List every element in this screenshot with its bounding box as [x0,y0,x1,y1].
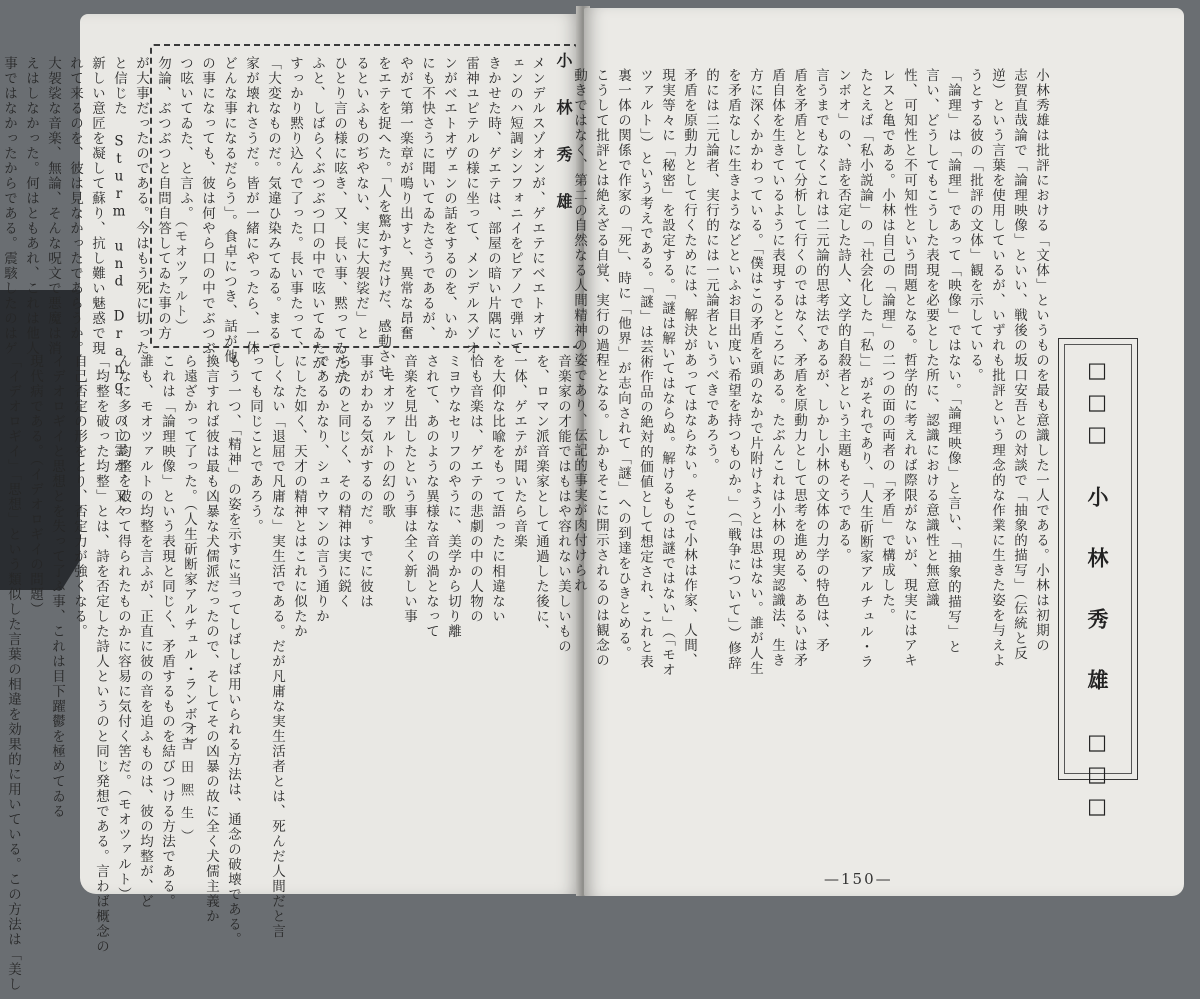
text-column: えはしなかった。何はともあれ、これは他人 [23,56,39,356]
text-column: 方に深くかかわっている。「僕はこの矛盾を頭のなかで片附けようとは思はない。誰が人生 [747,68,763,677]
text-column: 的には二元論者、実行的には一元論者というべきであろう。 [703,68,719,473]
text-column: であるかなり、シュウマンの言う通りか [313,354,329,624]
text-column: しくない「退屈で凡庸な」実生活である。だが凡庸な実生活者とは、死んだ人間だと言 [269,354,285,939]
page-number: —150— [824,870,893,888]
quote-box-title: 小 林 秀 雄 [554,52,573,215]
text-column: の事になっても、彼は何やら口の中でぶつぶ [199,56,215,356]
text-column: 雷神ユピテルの様に坐って、メンデルスゾオ [463,56,479,356]
text-column: 事がわかる気がするのだ。すでに彼は [357,354,373,609]
text-column: ツァルト」）という考えである。「謎」は芸術作品の絶対的価値として想定され、これと表 [637,68,653,670]
text-column: 矛盾を原動力として行くためには、解決があってはならない。そこで小林は作家、人間、 [681,68,697,668]
text-column: 逆）という言葉を使用しているが、いずれも批評という理念的な作業に生きた姿を与えよ [989,68,1005,668]
text-column: こうして批評とは絶えざる自覚、実行の過程となる。しかもそこに開示されるのは観念の [593,68,609,668]
text-column: やがて第一楽章が鳴り出すと、異常な昂奮 [397,56,413,341]
text-column: と信じた Sturm und Drang の亡霊が、又々 [111,56,127,519]
text-column: 、モオツァルトの幻の歌 [379,354,395,519]
text-column: 自己否定の形をとり、否定力が強くなる。 [71,354,87,639]
text-column: 現実等々に「秘密」を設定する。「謎は解いてはならぬ。解けるものは謎ではない」（「モオ [659,68,675,678]
text-column: ふと、しばらくぶつぶつ口の中で呟いてゐたが、 [309,56,325,386]
quote-box-attribution: （モオツァルト） [172,214,187,334]
text-column: 恰も音楽は、ゲエテの悲劇の中の人物の [467,354,483,624]
text-column: 新しい意匠を凝して蘇り、抗し難い魅惑で現 [89,56,105,356]
text-column: どんな事になるだらう」。食卓につき、話が他 [221,56,237,365]
text-column: イデオロギイと思想とを失って了ふ事、これは目下躍鬱を極めてゐる [49,354,65,819]
text-column: うとする彼の「批評の文体」観を示している。 [967,68,983,383]
text-column: 一体、ゲエテが聞いたら音楽 [511,354,527,549]
text-column: 現代病である。（イデオロギイの問題） [27,354,43,618]
text-column: にも不快さうに聞いてゐたさうであるが、 [419,56,435,341]
text-column: きかせた時、ゲエテは、部屋の暗い片隅に、 [485,56,501,356]
text-column: つ呟いてゐた、と言ふ。 [177,56,193,221]
text-column: これは「論理映像」という表現と同じく、矛盾するものを結びつける方法である。 [159,354,175,909]
text-column: 勿論、ぶつぶつと自問自答してゐた事の方 [155,56,171,341]
right-page [571,8,1184,896]
commentary-author: （吉田熈生） [178,714,193,852]
text-column: 盾を矛盾として分析して行くのではなく、矛盾を原動力として思考を進める、あるいは矛 [791,68,807,668]
text-column: 裏一体の関係で作家の「死」、時に「他界」が志向されて「謎」への到達をひきとめる。 [615,68,631,662]
left-page [1,14,580,993]
text-column: ら遠ざかって了った。（人生斫断家アルチュル・ランボオ） [181,354,197,753]
text-column: にした如く、天才の精神とはこれに似たか [291,354,307,639]
text-column: 志賀直哉論で「論理映像」といい、戦後の坂口安吾との対談で「抽象的描写」（伝統と反 [1011,68,1027,662]
text-column: 換言すれば彼は最も凶暴な犬儒派だったので、そしてその凶暴の故に全く犬儒主義か [203,354,219,924]
section-heading: □□□ 小 林 秀 雄 □□□ [1085,358,1109,826]
text-column: メンデルスゾオンが、ゲエテにベエトオヴ [529,56,545,341]
text-column: 事ではなかったからである。震駭したのはゲ [1,56,17,356]
text-column: んなに多くの均整を破って得られたものかに容易に気付く筈だ。（モオツァルト） [115,354,131,903]
text-column: レスと亀である。小林は自己の「論理」の二つの面の両者の「矛盾」で構成した。 [879,68,895,623]
text-column: 言うまでもなくこれは二元論的思考法であるが、しかし小林の文体の力学の特色は、矛 [813,68,829,653]
text-column: をエテを捉へた。「人を驚かすだけだ、感動させ [375,56,391,380]
text-column: されて、あのような異様な音の渦となって [423,354,439,639]
text-column: 「論理」は「論理」であって「映像」ではない。「論理映像」と言い、「抽象的描写」と [945,68,961,655]
text-column: もう一つ、「精神」の姿を示すに当ってしばしば用いられる方法は、通念の破壊である。 [225,354,241,948]
text-column: ミヨウなセリフのやうに、美学から切り離 [445,354,461,639]
essay-text [571,68,1050,868]
text-column: ンがベエトオヴェンの話をするのを、いか [441,56,457,341]
text-column: 音楽を見出したという事は全く新しい事 [401,354,417,624]
text-column: ェンのハ短調シンフォニイをピアノで弾いて [507,56,523,356]
text-column: っても同じことであろう。 [247,354,263,534]
text-column: たとえば「私小説論」の「社会化した「私」」がそれであり、「人生斫断家アルチュル・ラ [857,68,873,670]
text-column: 言い、どうしてもこうした表現を必要とした所に、認識における意識性と無意識 [923,68,939,608]
text-column: 家が壊れさうだ。皆が一緒にやったら、一体 [243,56,259,356]
text-column: が大事だったのである。今はもう死に切った [133,56,149,356]
text-column: ちたのと同じく、その精神は実に鋭く [335,354,351,609]
text-column: 性、可知性と不可知性という問題となる。哲学的に考えれば際限がないが、現実にはアキ [901,68,917,668]
text-column: るといふものぢやない、実に大袈裟だ」と [353,56,369,341]
text-column: 盾自体を生きているように表現するところにある。たぶんこれは小林の現実認識法、生き [769,68,785,668]
text-column: 誰も、モオツァルトの均整を言ふが、正直に彼の音を追ふものは、彼の均整が、ど [137,354,153,909]
text-column: を大仰な比喩をもって語ったに相違ない [489,354,505,624]
text-column: れて来るのを、彼は見なかったであらうか。 [67,56,83,356]
text-column: すっかり黙り込んで了った。長い事たって、 [287,56,303,356]
text-column: を、ロマン派音楽家として通過した後に、 [533,354,549,639]
text-column: 「大変なものだ。気違ひ染みてゐる。まるで [265,56,281,356]
commentary-text [5,354,572,993]
text-column: 動きではなく、第二の自然なる人間精神の姿であり、伝記的事実が肉付けられ [571,68,587,593]
text-column: ひとり言の様に呟き、又、長い事、黙ってゐたが、 [331,56,347,401]
text-column: 「均整を破った均整」とは、詩を否定した詩人というのと同じ発想である。言わば概念の [93,354,109,954]
text-column: 小林秀雄は批評における「文体」というものを最も意識した一人である。小林は初期の [1033,68,1049,653]
text-column: を矛盾なしに生きようなどといふお目出度い希望を持つものか。」（「戦争について」）修辞 [725,68,741,671]
text-column: ンボオ」の、詩を否定した詩人、文学的自殺者という主題もそうである。 [835,68,851,563]
text-column: 「イデオロギイ」「思想」という類似した言葉の相違を効果的に用いている。この方法は「美し [5,354,21,993]
text-column: 音楽家の才能ではもはや容れない美しいもの [555,354,571,654]
text-column: 大袈裟な音楽、無論、そんな呪文で悪魔は消 [45,56,61,356]
